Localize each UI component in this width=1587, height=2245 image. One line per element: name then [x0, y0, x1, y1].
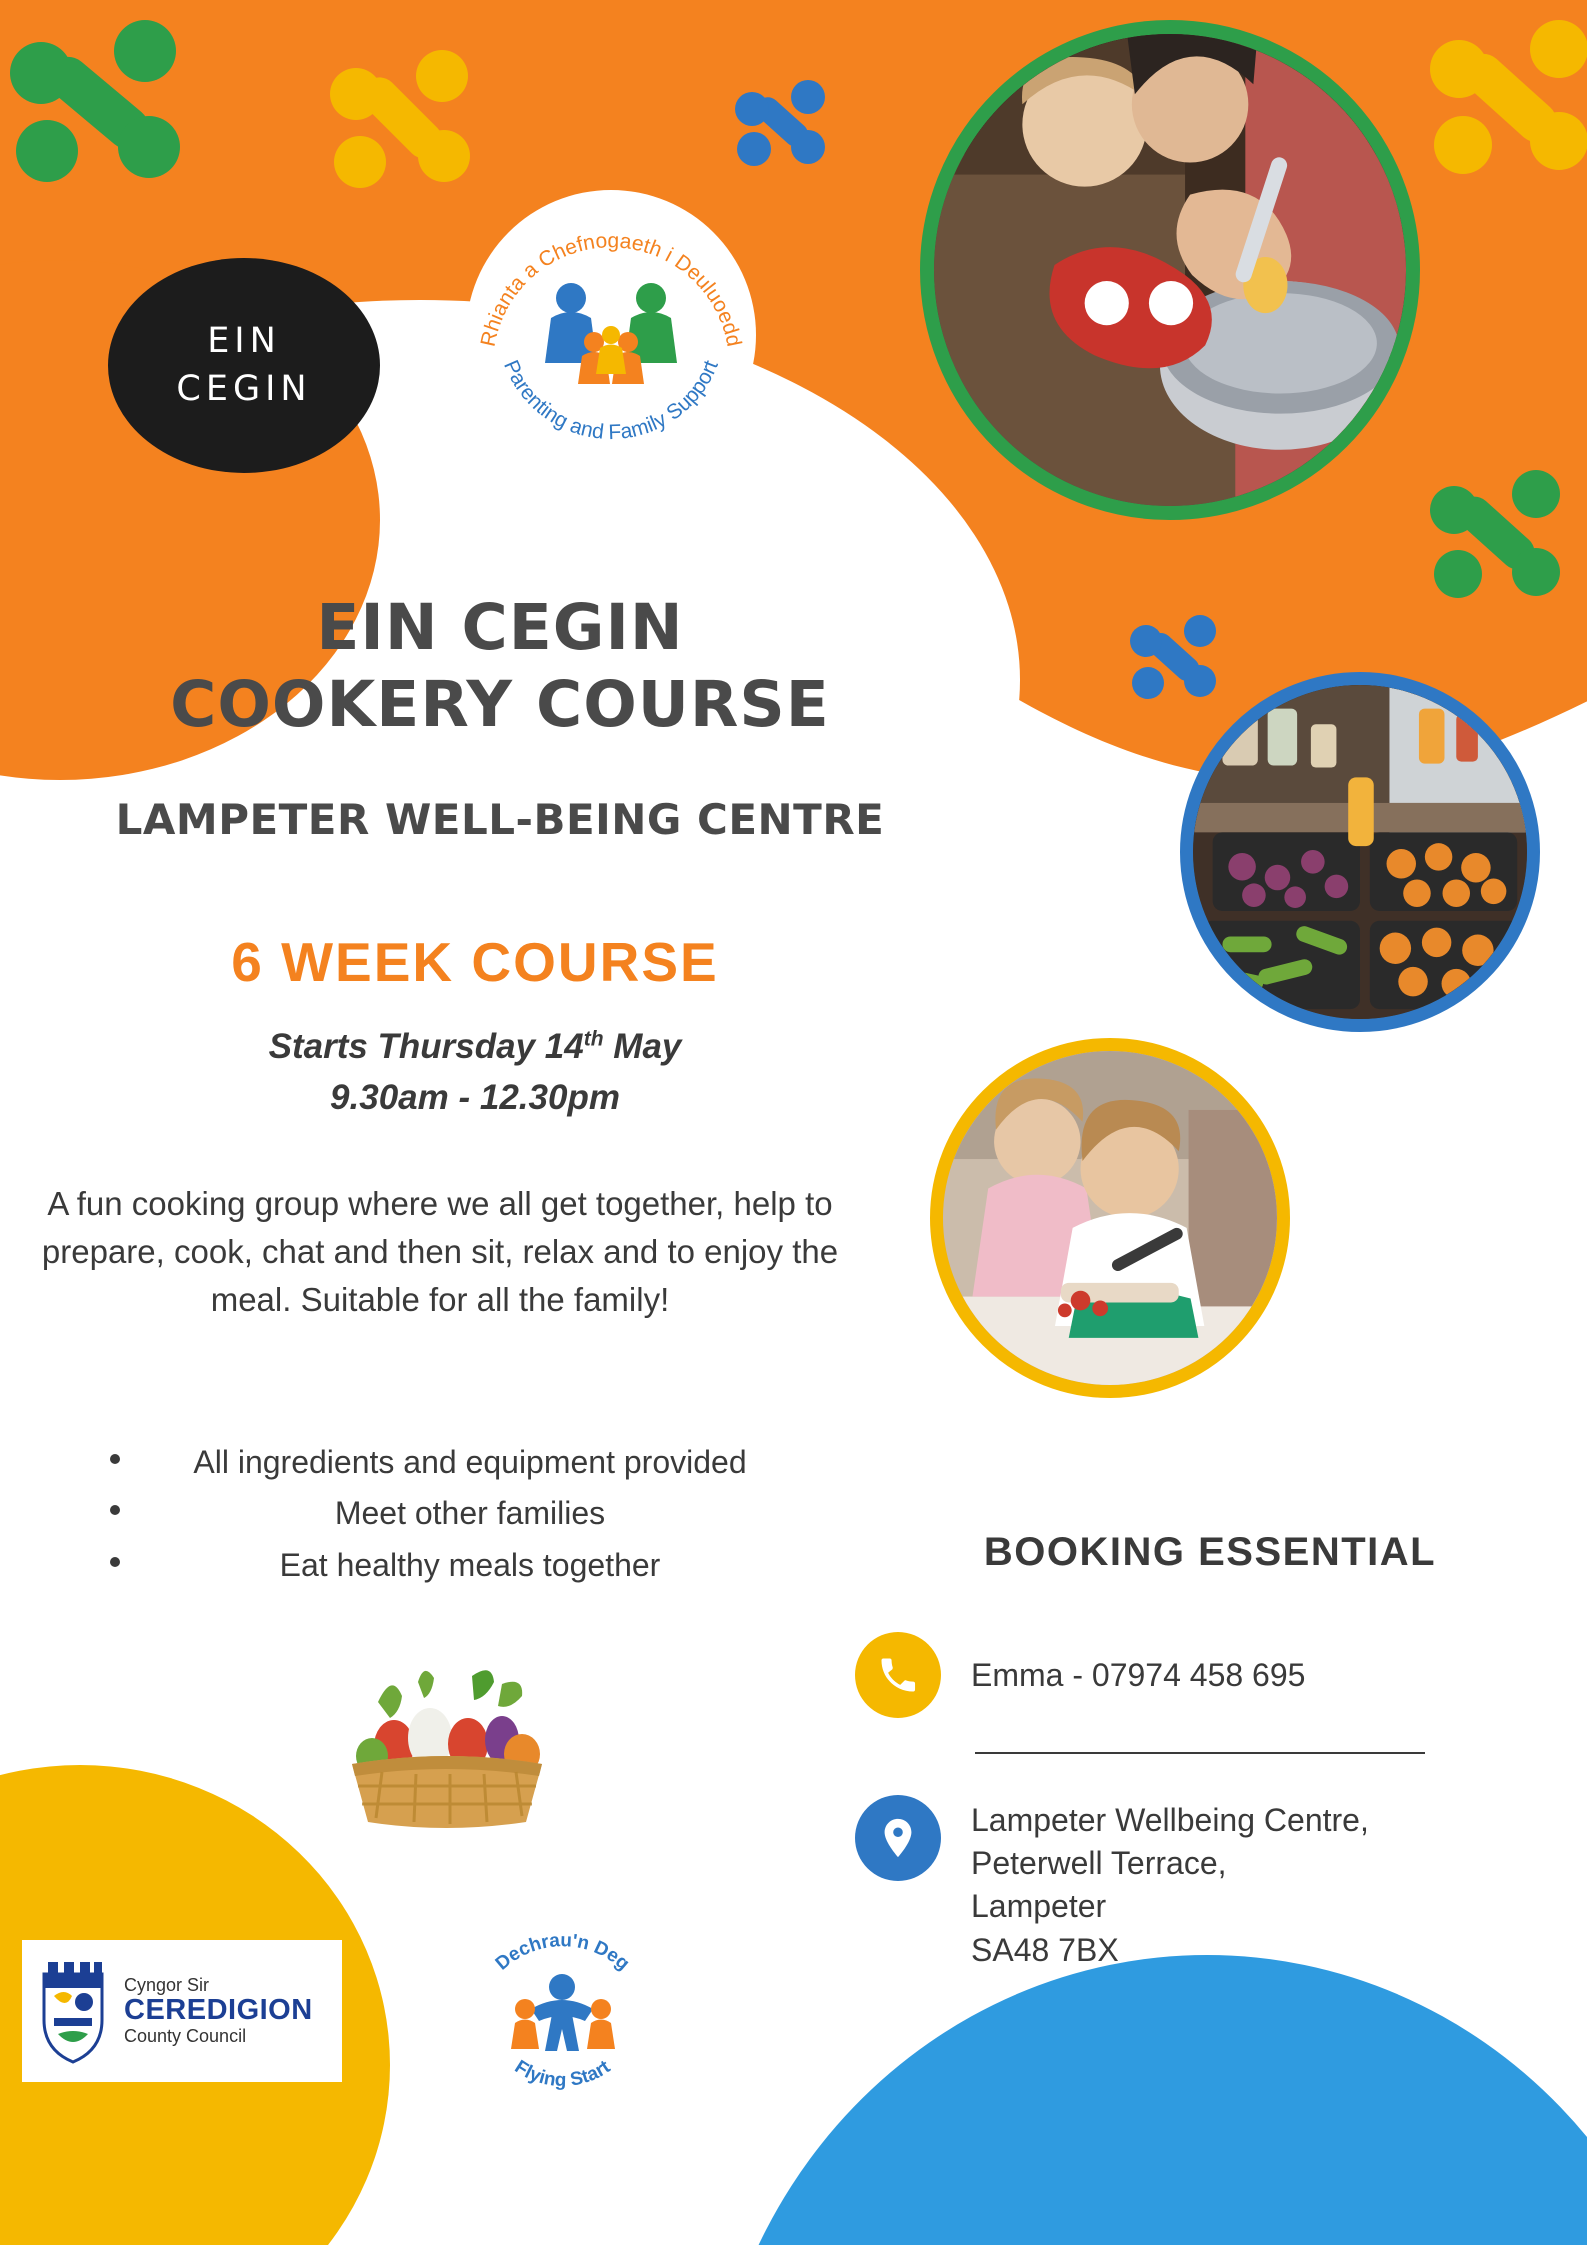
flying-start-figures-icon	[511, 1974, 615, 2051]
venue-subtitle: LAMPETER WELL-BEING CENTRE	[115, 795, 885, 844]
svg-text:Dechrau'n Deg: Dechrau'n Deg	[491, 1930, 634, 1975]
page-title-line2: COOKERY COURSE	[170, 667, 830, 741]
course-start-date-ordinal: th	[583, 1027, 604, 1051]
dechraun-deg-flying-start-logo	[455, 1905, 670, 2120]
list-item-label: All ingredients and equipment provided	[193, 1444, 747, 1480]
course-benefits-list	[120, 1440, 820, 1594]
jack-shape-green-right	[1430, 470, 1560, 600]
course-start-date	[60, 1022, 890, 1073]
page-title	[60, 590, 940, 744]
ein-cegin-logo-line1: EIN	[207, 321, 281, 362]
ceredigion-crest-icon	[34, 1956, 112, 2066]
blue-bottom-blob	[707, 1955, 1587, 2245]
svg-text:Rhianta a Chefnogaeth i Deuluo: Rhianta a Chefnogaeth i Deuluoedd	[476, 229, 746, 349]
phone-icon	[855, 1632, 941, 1718]
location-pin-icon	[855, 1795, 941, 1881]
vegetable-basket-illustration	[322, 1660, 572, 1840]
address-line: Peterwell Terrace,	[971, 1845, 1227, 1882]
contact-address-text	[971, 1795, 1369, 1972]
contact-address-row	[855, 1795, 1369, 1972]
list-item	[120, 1440, 820, 1485]
course-dates	[60, 1022, 890, 1124]
jack-shape-yellow-topleft	[330, 50, 470, 190]
svg-text:Flying Start: Flying Start	[510, 2056, 615, 2092]
bullet-dot-icon	[110, 1454, 120, 1464]
address-line: Lampeter	[971, 1888, 1107, 1925]
family-figures-icon	[545, 283, 677, 384]
photo-prepared-vegetable-trays	[1180, 672, 1540, 1032]
ceredigion-logo-text	[124, 1976, 313, 2046]
booking-essential-heading: BOOKING ESSENTIAL	[983, 1530, 1437, 1574]
contact-divider	[975, 1752, 1425, 1754]
contact-phone-text: Emma - 07974 458 695	[971, 1657, 1306, 1693]
jack-shape-yellow-topright	[1430, 20, 1587, 180]
jack-shape-green-topleft	[10, 20, 180, 190]
course-start-date-suffix: May	[603, 1027, 682, 1066]
svg-text:Parenting and Family Support: Parenting and Family Support	[499, 356, 723, 445]
ceredigion-county-council-logo	[22, 1940, 342, 2082]
jack-shape-blue-right	[1130, 615, 1216, 701]
photo-children-chopping-vegetables	[930, 1038, 1290, 1398]
bullet-dot-icon	[110, 1505, 120, 1515]
course-start-date-prefix: Starts Thursday 14	[268, 1027, 584, 1066]
ceredigion-name: CEREDIGION	[124, 1994, 313, 2027]
contact-phone-row	[855, 1632, 1305, 1718]
bullet-dot-icon	[110, 1557, 120, 1567]
rhianta-parenting-logo	[466, 190, 756, 480]
list-item-label: Meet other families	[334, 1495, 606, 1532]
photo-parent-child-cracking-egg	[920, 20, 1420, 520]
list-item	[120, 1491, 820, 1536]
list-item	[120, 1543, 820, 1588]
ceredigion-county-council-label: County Council	[124, 2025, 247, 2046]
course-description: A fun cooking group where we all get together, help to prepare, cook, chat and then sit, relax and to enjoy the meal. Suitable for all the family!	[41, 1185, 839, 1318]
address-line: Lampeter Wellbeing Centre,	[971, 1802, 1369, 1838]
ein-cegin-logo-line2: CEGIN	[176, 368, 312, 409]
course-length: 6 WEEK COURSE	[231, 931, 719, 993]
list-item-label: Eat healthy meals together	[279, 1546, 661, 1583]
jack-shape-blue-top	[735, 80, 825, 166]
ein-cegin-logo	[108, 258, 380, 473]
address-line: SA48 7BX	[971, 1931, 1119, 1968]
page-title-line1: EIN CEGIN	[316, 591, 684, 664]
course-time: 9.30am - 12.30pm	[330, 1077, 620, 1117]
ceredigion-welsh-name: Cyngor Sir	[124, 1974, 210, 1995]
